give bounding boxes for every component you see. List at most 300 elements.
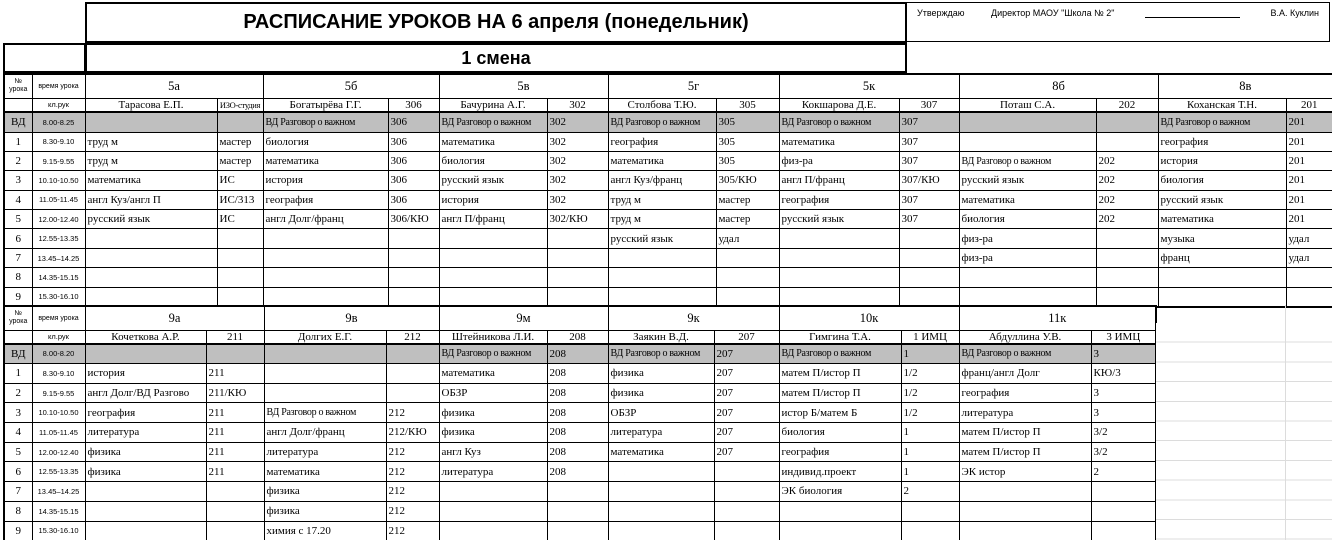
lesson-number: 4 — [4, 190, 32, 209]
room-cell — [547, 287, 608, 306]
homeroom-room: ИЗО-студия — [217, 98, 263, 112]
vd-subject-cell — [264, 344, 386, 364]
vd-room-cell: 302 — [547, 112, 608, 132]
page-title: РАСПИСАНИЕ УРОКОВ НА 6 апреля (понедельник) — [243, 11, 749, 33]
subject-cell — [959, 482, 1091, 502]
lesson-number: 9 — [4, 521, 32, 540]
room-cell — [547, 268, 608, 287]
homeroom-room: 1 ИМЦ — [901, 330, 959, 344]
room-cell — [217, 287, 263, 306]
subject-cell: география — [85, 403, 206, 423]
room-cell — [1091, 521, 1156, 540]
lesson-row — [4, 364, 1156, 384]
subject-cell: биология — [1158, 171, 1286, 190]
subject-cell — [439, 287, 547, 306]
schedule-block-2-anchor — [3, 305, 1157, 540]
room-cell: 3/2 — [1091, 423, 1156, 443]
subject-cell: физика — [439, 423, 547, 443]
subject-cell: химия с 17.20 — [264, 521, 386, 540]
room-cell — [388, 229, 439, 248]
lesson-row — [4, 248, 1332, 267]
subject-cell — [608, 462, 714, 482]
class-name: 9м — [439, 306, 608, 330]
lesson-time: 9.15-9.55 — [32, 151, 85, 170]
subject-cell: математика — [779, 132, 899, 151]
room-cell: 212 — [386, 482, 439, 502]
subject-cell — [85, 482, 206, 502]
lesson-row — [4, 210, 1332, 229]
room-cell: 202 — [1096, 210, 1158, 229]
vd-time: 8.00-8.25 — [32, 112, 85, 132]
room-cell: 302 — [547, 151, 608, 170]
room-cell: 207 — [714, 383, 779, 403]
subject-cell: литература — [85, 423, 206, 443]
subject-cell: физика — [85, 462, 206, 482]
room-cell — [206, 501, 264, 521]
subject-cell: франц/англ Долг — [959, 364, 1091, 384]
room-cell: удал — [716, 229, 779, 248]
lesson-row — [4, 132, 1332, 151]
lesson-number: 7 — [4, 248, 32, 267]
room-cell: 3/2 — [1091, 442, 1156, 462]
shift-box — [85, 43, 907, 73]
class-name: 9к — [608, 306, 779, 330]
vd-subject-cell: ВД Разговор о важном — [608, 344, 714, 364]
room-cell: 202 — [1096, 171, 1158, 190]
room-cell — [1286, 287, 1332, 306]
room-cell: 1/2 — [901, 364, 959, 384]
vd-room-cell: 207 — [714, 344, 779, 364]
lesson-time: 10.10-10.50 — [32, 403, 85, 423]
homeroom-room: 211 — [206, 330, 264, 344]
room-cell: 306 — [388, 132, 439, 151]
vd-room-cell — [386, 344, 439, 364]
lesson-number: 8 — [4, 501, 32, 521]
subject-cell: ЭК истор — [959, 462, 1091, 482]
subject-cell: литература — [608, 423, 714, 443]
class-name: 11к — [959, 306, 1156, 330]
lesson-number: 1 — [4, 364, 32, 384]
lesson-time: 10.10-10.50 — [32, 171, 85, 190]
subject-cell: русский язык — [1158, 190, 1286, 209]
subject-cell: литература — [264, 442, 386, 462]
room-cell — [1286, 268, 1332, 287]
room-cell: 208 — [547, 383, 608, 403]
teacher-name: Коханская Т.Н. — [1158, 98, 1286, 112]
vd-subject-cell: ВД Разговор о важном — [439, 112, 547, 132]
room-cell — [716, 287, 779, 306]
homeroom-room: 307 — [899, 98, 959, 112]
lesson-row — [4, 462, 1156, 482]
lesson-row — [4, 171, 1332, 190]
lesson-time: 14.35-15.15 — [32, 501, 85, 521]
lesson-time: 13.45–14.25 — [32, 248, 85, 267]
homeroom-room: 3 ИМЦ — [1091, 330, 1156, 344]
lesson-number: 4 — [4, 423, 32, 443]
subject-cell: индивид.проект — [779, 462, 901, 482]
signature-line — [1145, 8, 1240, 18]
room-cell: 201 — [1286, 210, 1332, 229]
room-cell: 305 — [716, 151, 779, 170]
class-name: 9а — [85, 306, 264, 330]
room-cell — [714, 482, 779, 502]
lesson-number: 7 — [4, 482, 32, 502]
room-cell — [206, 521, 264, 540]
lesson-time-column-header: время урока — [32, 306, 85, 330]
subject-cell — [779, 248, 899, 267]
vd-subject-cell: ВД Разговор о важном — [439, 344, 547, 364]
lesson-time-column-header: время урока — [32, 74, 85, 98]
vd-room-cell — [217, 112, 263, 132]
teacher-name: Богатырёва Г.Г. — [263, 98, 388, 112]
vd-subject-cell: ВД Разговор о важном — [779, 344, 901, 364]
director-title: Директор МАОУ "Школа № 2" — [991, 8, 1115, 18]
shift-label: 1 смена — [461, 47, 531, 68]
lesson-time: 15.30-16.10 — [32, 287, 85, 306]
subject-cell: русский язык — [439, 171, 547, 190]
class-teacher-label: кл.рук — [32, 98, 85, 112]
room-cell — [899, 229, 959, 248]
room-cell — [217, 268, 263, 287]
room-cell: 201 — [1286, 190, 1332, 209]
teacher-name: Заякин В.Д. — [608, 330, 714, 344]
vd-subject-cell: ВД Разговор о важном — [1158, 112, 1286, 132]
lesson-time: 8.30-9.10 — [32, 364, 85, 384]
room-cell — [716, 248, 779, 267]
homeroom-room: 302 — [547, 98, 608, 112]
subject-cell: география — [263, 190, 388, 209]
subject-cell — [85, 229, 217, 248]
schedule-block-1-anchor — [3, 73, 1332, 308]
subject-cell — [85, 287, 217, 306]
class-name: 9в — [264, 306, 439, 330]
room-cell: 306 — [388, 171, 439, 190]
approval-block — [906, 2, 1330, 42]
subject-cell: ВД Разговор о важном — [959, 151, 1096, 170]
room-cell: 202 — [1096, 190, 1158, 209]
teacher-name: Штейникова Л.И. — [439, 330, 547, 344]
subject-cell: физ-ра — [959, 248, 1096, 267]
lesson-time: 12.00-12.40 — [32, 442, 85, 462]
lesson-time: 12.55-13.35 — [32, 462, 85, 482]
subject-cell — [959, 268, 1096, 287]
subject-cell: труд м — [608, 190, 716, 209]
room-cell — [1096, 132, 1158, 151]
vd-subject-cell: ВД Разговор о важном — [779, 112, 899, 132]
lesson-row — [4, 442, 1156, 462]
homeroom-room: 201 — [1286, 98, 1332, 112]
subject-cell: русский язык — [608, 229, 716, 248]
room-cell: КЮ/3 — [1091, 364, 1156, 384]
room-cell: 211 — [206, 462, 264, 482]
subject-cell: ВД Разговор о важном — [264, 403, 386, 423]
subject-cell — [608, 248, 716, 267]
class-name: 8б — [959, 74, 1158, 98]
vd-subject-cell — [85, 344, 206, 364]
subject-cell: биология — [263, 132, 388, 151]
homeroom-room: 208 — [547, 330, 608, 344]
vd-room-cell — [1096, 112, 1158, 132]
room-cell — [386, 383, 439, 403]
lesson-time: 8.30-9.10 — [32, 132, 85, 151]
subject-cell: математика — [439, 364, 547, 384]
lesson-number-column-header: № урока — [4, 306, 32, 330]
lesson-row — [4, 403, 1156, 423]
room-cell: удал — [1286, 248, 1332, 267]
lesson-number: 2 — [4, 151, 32, 170]
subject-cell: математика — [959, 190, 1096, 209]
subject-cell — [85, 521, 206, 540]
lesson-row — [4, 287, 1332, 306]
subject-cell: география — [1158, 132, 1286, 151]
subject-cell: биология — [779, 423, 901, 443]
subject-cell: биология — [439, 151, 547, 170]
room-cell: 212 — [386, 521, 439, 540]
subject-cell — [779, 287, 899, 306]
subject-cell — [263, 229, 388, 248]
lesson-time: 14.35-15.15 — [32, 268, 85, 287]
subject-cell: физ-ра — [779, 151, 899, 170]
teacher-name: Долгих Е.Г. — [264, 330, 386, 344]
subject-cell: география — [779, 442, 901, 462]
class-name: 5а — [85, 74, 263, 98]
room-cell: 207 — [714, 364, 779, 384]
subject-cell: русский язык — [779, 210, 899, 229]
vd-room-cell: 305 — [716, 112, 779, 132]
subject-cell: история — [263, 171, 388, 190]
room-cell: ИС — [217, 210, 263, 229]
vd-subject-cell: ВД Разговор о важном — [959, 344, 1091, 364]
room-cell — [901, 521, 959, 540]
room-cell: 208 — [547, 442, 608, 462]
room-cell: 211 — [206, 364, 264, 384]
subject-cell — [779, 521, 901, 540]
title-box — [85, 2, 907, 43]
room-cell: 307 — [899, 151, 959, 170]
subject-cell — [959, 501, 1091, 521]
room-cell: 1 — [901, 462, 959, 482]
subject-cell — [608, 287, 716, 306]
subject-cell — [263, 248, 388, 267]
vd-row-label: ВД — [4, 112, 32, 132]
vd-row — [4, 112, 1332, 132]
lesson-row — [4, 151, 1332, 170]
lesson-number-column-header: № урока — [4, 74, 32, 98]
subject-cell: ЭК биология — [779, 482, 901, 502]
room-cell: 208 — [547, 423, 608, 443]
subject-cell: матем П/истор П — [959, 442, 1091, 462]
room-cell: 2 — [901, 482, 959, 502]
class-name: 5г — [608, 74, 779, 98]
room-cell — [1096, 268, 1158, 287]
homeroom-room: 306 — [388, 98, 439, 112]
room-cell: 207 — [714, 423, 779, 443]
room-cell — [217, 248, 263, 267]
room-cell — [1091, 501, 1156, 521]
subject-cell — [608, 482, 714, 502]
room-cell: ИС — [217, 171, 263, 190]
approval-label: Утверждаю — [917, 8, 965, 18]
class-name: 10к — [779, 306, 959, 330]
lesson-number: 8 — [4, 268, 32, 287]
room-cell: 1 — [901, 442, 959, 462]
lesson-number: 6 — [4, 462, 32, 482]
lesson-number: 3 — [4, 171, 32, 190]
lesson-row — [4, 229, 1332, 248]
room-cell — [547, 521, 608, 540]
room-cell: 212 — [386, 462, 439, 482]
subject-cell: география — [779, 190, 899, 209]
lesson-time: 11.05-11.45 — [32, 423, 85, 443]
room-cell — [899, 287, 959, 306]
subject-cell: матем П/истор П — [959, 423, 1091, 443]
subject-cell: англ Долг/ВД Разгово — [85, 383, 206, 403]
vd-subject-cell: ВД Разговор о важном — [608, 112, 716, 132]
subject-cell: ОБЗР — [608, 403, 714, 423]
subject-cell: математика — [439, 132, 547, 151]
room-cell — [217, 229, 263, 248]
room-cell — [386, 364, 439, 384]
room-cell — [547, 229, 608, 248]
subject-cell — [779, 501, 901, 521]
room-cell: 302 — [547, 190, 608, 209]
room-cell — [206, 482, 264, 502]
subject-cell — [439, 248, 547, 267]
teacher-name: Абдуллина У.В. — [959, 330, 1091, 344]
room-cell — [547, 482, 608, 502]
subject-cell: англ П/франц — [439, 210, 547, 229]
vd-room-cell: 208 — [547, 344, 608, 364]
room-cell: 306 — [388, 190, 439, 209]
room-cell: 211 — [206, 423, 264, 443]
subject-cell: музыка — [1158, 229, 1286, 248]
subject-cell — [439, 501, 547, 521]
room-cell: 207 — [714, 403, 779, 423]
room-cell: 211/КЮ — [206, 383, 264, 403]
subject-cell: матем П/истор П — [779, 364, 901, 384]
class-name: 5б — [263, 74, 439, 98]
class-name: 5в — [439, 74, 608, 98]
subject-cell: биология — [959, 210, 1096, 229]
subject-cell: труд м — [85, 151, 217, 170]
room-cell — [547, 501, 608, 521]
subject-cell: труд м — [85, 132, 217, 151]
subject-cell: математика — [264, 462, 386, 482]
subject-cell — [779, 268, 899, 287]
lesson-row — [4, 482, 1156, 502]
room-cell: 307 — [899, 132, 959, 151]
vd-row — [4, 344, 1156, 364]
room-cell: 306 — [388, 151, 439, 170]
subject-cell: математика — [1158, 210, 1286, 229]
vd-room-cell: 306 — [388, 112, 439, 132]
subject-cell — [85, 268, 217, 287]
subject-cell: литература — [439, 462, 547, 482]
subject-cell — [85, 501, 206, 521]
room-cell: мастер — [217, 132, 263, 151]
room-cell — [1096, 248, 1158, 267]
room-cell — [714, 521, 779, 540]
subject-cell: физика — [85, 442, 206, 462]
subject-cell — [959, 287, 1096, 306]
lesson-time: 9.15-9.55 — [32, 383, 85, 403]
vd-room-cell — [206, 344, 264, 364]
subject-cell: математика — [608, 442, 714, 462]
room-cell — [714, 501, 779, 521]
schedule-table-shift1-grades-9-11 — [3, 305, 1157, 540]
lesson-number: 3 — [4, 403, 32, 423]
room-cell: 202 — [1096, 151, 1158, 170]
room-cell: 212 — [386, 442, 439, 462]
lesson-number: 2 — [4, 383, 32, 403]
subject-cell: математика — [85, 171, 217, 190]
lesson-row — [4, 383, 1156, 403]
room-cell: 212 — [386, 403, 439, 423]
homeroom-room: 212 — [386, 330, 439, 344]
room-cell: 211 — [206, 442, 264, 462]
lesson-number: 5 — [4, 442, 32, 462]
subject-cell: матем П/истор П — [779, 383, 901, 403]
room-cell — [899, 268, 959, 287]
homeroom-room: 207 — [714, 330, 779, 344]
lesson-number: 5 — [4, 210, 32, 229]
room-cell: 208 — [547, 403, 608, 423]
lesson-row — [4, 190, 1332, 209]
subject-cell: география — [608, 132, 716, 151]
subject-cell: литература — [959, 403, 1091, 423]
subject-cell: истор Б/матем Б — [779, 403, 901, 423]
room-cell: 305 — [716, 132, 779, 151]
subject-cell: физика — [608, 383, 714, 403]
room-cell: 211 — [206, 403, 264, 423]
room-cell — [547, 248, 608, 267]
schedule-table-shift1-grades-5-8 — [3, 73, 1332, 308]
teacher-name: Гимгина Т.А. — [779, 330, 901, 344]
subject-cell: физика — [264, 501, 386, 521]
subject-cell: математика — [608, 151, 716, 170]
vd-time: 8.00-8.20 — [32, 344, 85, 364]
subject-cell — [608, 268, 716, 287]
subject-cell: история — [85, 364, 206, 384]
room-cell: 1 — [901, 423, 959, 443]
lesson-number: 9 — [4, 287, 32, 306]
lesson-time: 12.00-12.40 — [32, 210, 85, 229]
vd-subject-cell: ВД Разговор о важном — [263, 112, 388, 132]
subject-cell — [608, 501, 714, 521]
subject-cell: физика — [264, 482, 386, 502]
room-cell — [388, 287, 439, 306]
vd-subject-cell — [85, 112, 217, 132]
vd-room-cell: 201 — [1286, 112, 1332, 132]
room-cell: 307 — [899, 210, 959, 229]
room-cell — [388, 268, 439, 287]
subject-cell — [959, 521, 1091, 540]
subject-cell: труд м — [608, 210, 716, 229]
subject-cell — [264, 383, 386, 403]
room-cell: 306/КЮ — [388, 210, 439, 229]
subject-cell: физ-ра — [959, 229, 1096, 248]
spreadsheet-gridlines — [1156, 323, 1332, 540]
subject-cell: англ П/франц — [779, 171, 899, 190]
room-cell — [714, 462, 779, 482]
subject-cell — [439, 482, 547, 502]
homeroom-room: 305 — [716, 98, 779, 112]
room-cell: 201 — [1286, 171, 1332, 190]
homeroom-room: 202 — [1096, 98, 1158, 112]
subject-cell — [439, 521, 547, 540]
teacher-name: Бачурина А.Г. — [439, 98, 547, 112]
subject-cell — [1158, 287, 1286, 306]
